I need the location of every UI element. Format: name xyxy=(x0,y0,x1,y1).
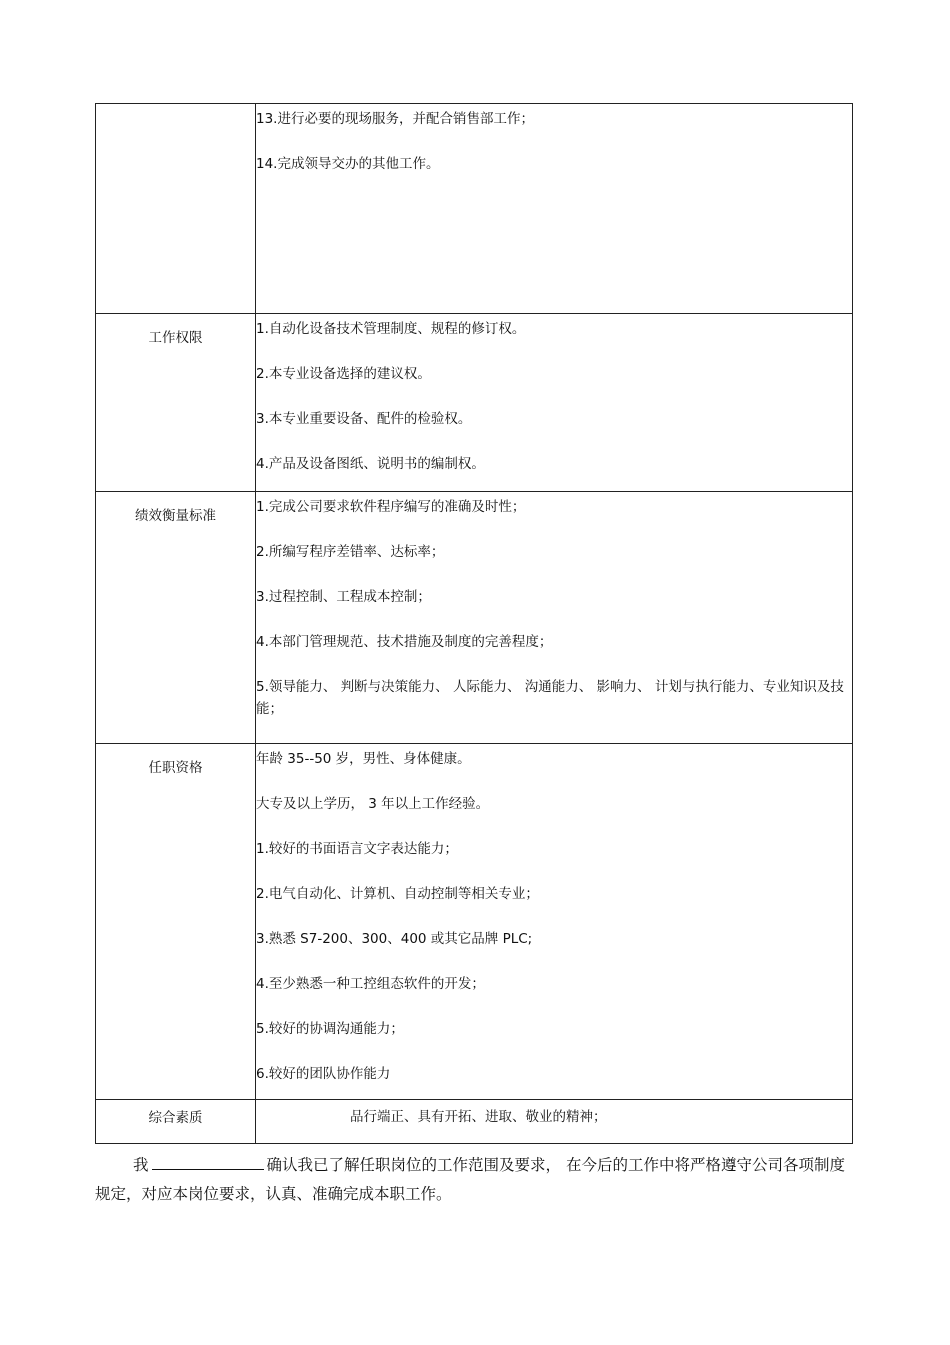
row-label: 绩效衡量标准 xyxy=(135,508,216,524)
row-label xyxy=(96,104,255,116)
table-row xyxy=(96,104,853,314)
row-label-cell xyxy=(96,744,256,1100)
content-line: 3.过程控制、工程成本控制； xyxy=(256,589,431,605)
table-row xyxy=(96,744,853,1100)
content-line: 2.本专业设备选择的建议权。 xyxy=(256,366,431,382)
table-row xyxy=(96,1100,853,1144)
row-label-cell xyxy=(96,492,256,744)
content-line: 2.电气自动化、计算机、自动控制等相关专业； xyxy=(256,886,539,902)
content-line: 13.进行必要的现场服务，并配合销售部工作； xyxy=(256,111,534,127)
confirmation-statement xyxy=(95,1151,855,1209)
content-line: 年龄 35--50 岁，男性、身体健康。 xyxy=(256,751,471,767)
row-label: 综合素质 xyxy=(148,1110,203,1126)
job-description-table xyxy=(95,103,853,1144)
row-content-cell xyxy=(256,1100,853,1144)
row-content-cell xyxy=(256,314,853,492)
row-content-cell xyxy=(256,492,853,744)
row-content-cell xyxy=(256,104,853,314)
row-content-cell xyxy=(256,744,853,1100)
row-label-cell xyxy=(96,314,256,492)
row-label-cell xyxy=(96,1100,256,1144)
content-line: 4.本部门管理规范、技术措施及制度的完善程度； xyxy=(256,634,553,650)
content-line: 品行端正、具有开拓、进取、敬业的精神； xyxy=(350,1109,607,1125)
content-line: 5.领导能力、 判断与决策能力、 人际能力、 沟通能力、 影响力、 计划与执行能力、专业知识及技能； xyxy=(256,679,844,717)
table-row xyxy=(96,314,853,492)
content-line: 大专及以上学历， 3 年以上工作经验。 xyxy=(256,796,490,812)
content-line: 4.至少熟悉一种工控组态软件的开发； xyxy=(256,976,485,992)
content-line: 4.产品及设备图纸、说明书的编制权。 xyxy=(256,456,485,472)
table-row xyxy=(96,492,853,744)
content-line: 3.本专业重要设备、配件的检验权。 xyxy=(256,411,472,427)
name-blank-line xyxy=(152,1151,264,1170)
content-line: 2.所编写程序差错率、达标率； xyxy=(256,544,445,560)
content-line: 5.较好的协调沟通能力； xyxy=(256,1021,404,1037)
content-line: 1.较好的书面语言文字表达能力； xyxy=(256,841,458,857)
content-line: 6.较好的团队协作能力 xyxy=(256,1066,391,1082)
row-label: 工作权限 xyxy=(148,330,203,346)
confirmation-text: 确认我已了解任职岗位的工作范围及要求， 在今后的工作中将严格遵守公司各项制度规定，对应本岗位要求，认真、准确完成本职工作。 xyxy=(95,1156,845,1203)
content-line: 14.完成领导交办的其他工作。 xyxy=(256,156,440,172)
row-label-cell xyxy=(96,104,256,314)
content-line: 1.自动化设备技术管理制度、规程的修订权。 xyxy=(256,321,526,337)
row-label: 任职资格 xyxy=(148,760,203,776)
content-line: 3.熟悉 S7-200、300、400 或其它品牌 PLC; xyxy=(256,931,533,947)
confirmation-prefix: 我 xyxy=(133,1156,149,1174)
content-line: 1.完成公司要求软件程序编写的准确及时性； xyxy=(256,499,526,515)
